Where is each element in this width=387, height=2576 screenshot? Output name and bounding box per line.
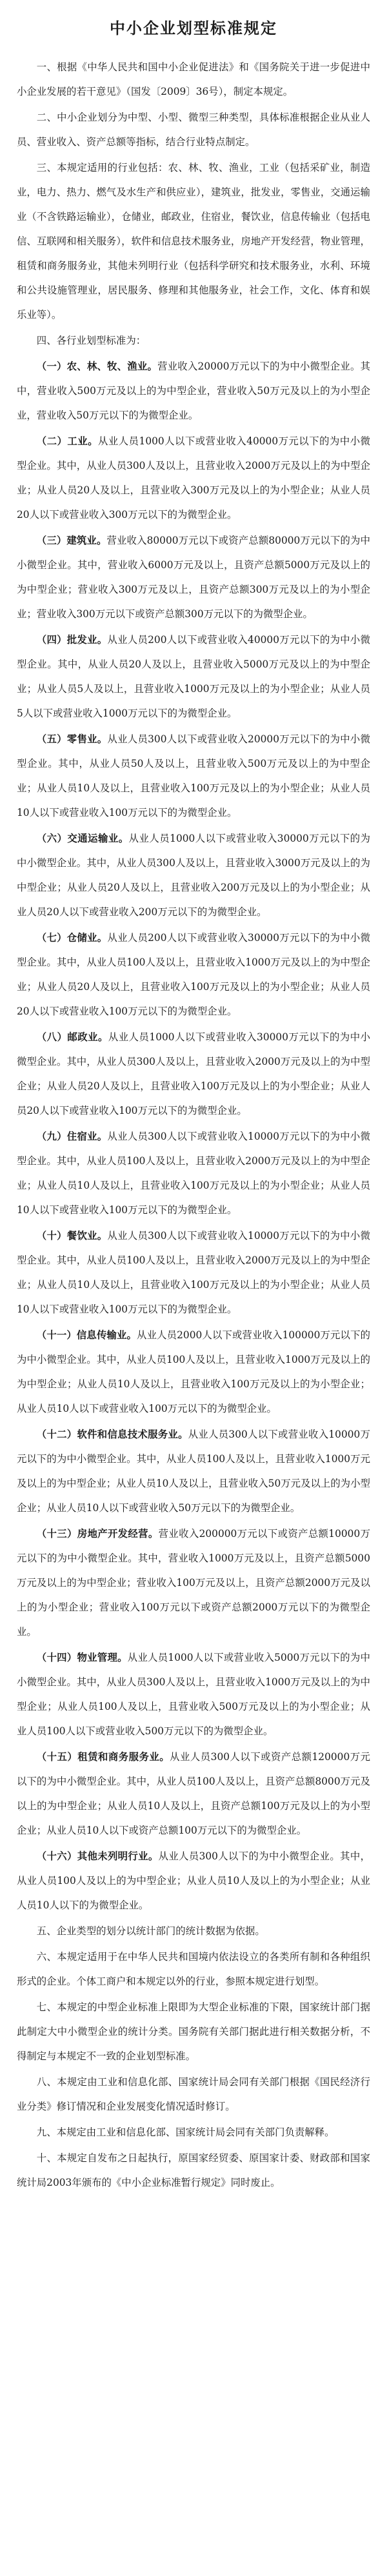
- industry-warehousing: [17, 926, 370, 1024]
- industry-construction: [17, 528, 370, 626]
- industry-text: 从业人员300人以下的为中小微型企业。其中，从业人员100人及以上的为中型企业；从业人员10人及以上的为小型企业；从业人员10人以下的为微型企业。: [17, 1850, 370, 1911]
- industry-text: 从业人员300人以下或营业收入10000万元以下的为中小微型企业。其中，从业人员100人及以上，且营业收入2000万元及以上的为中型企业；从业人员10人及以上，且营业收入100万元及以上的为小型企业；从业人员10人以下或营业收入100万元以下的为微型企业。: [17, 1131, 370, 1216]
- paragraph-text: 五、企业类型的划分以统计部门的统计数据为依据。: [36, 1925, 265, 1937]
- industry-heading: （七）仓储业。: [36, 932, 108, 944]
- industry-text: 从业人员300人以下或资产总额120000万元以下的为中小微型企业。其中，从业人员100人及以上，且资产总额8000万元及以上的为中型企业；从业人员10人及以上，且资产总额100万元及以上的为小型企业；从业人员10人以下或资产总额100万元以下的为微型企业。: [17, 1751, 370, 1836]
- industry-other: [17, 1844, 370, 1917]
- industry-text: 营业收入80000万元以下或资产总额80000万元以下的为中小微型企业。其中，营业收入6000万元及以上，且资产总额5000万元及以上的为中型企业；营业收入300万元及以上，且资产总额300万元及以上的为小型企业；营业收入300万元以下或资产总额300万元以下的为微型企业。: [17, 535, 370, 620]
- industry-text: 从业人员1000人以下或营业收入30000万元以下的为中小微型企业。其中，从业人员300人及以上，且营业收入2000万元及以上的为中型企业；从业人员20人及以上，且营业收入100万元及以上的为小型企业；从业人员20人以下或营业收入100万元以下的为微型企业。: [17, 1031, 370, 1116]
- industry-accommodation: [17, 1124, 370, 1222]
- industry-text: 从业人员2000人以下或营业收入100000万元以下的为中小微型企业。其中，从业人员100人及以上，且营业收入1000万元及以上的为中型企业；从业人员10人及以上，且营业收入100万元及以上的为小型企业；从业人员10人以下或营业收入100万元以下的为微型企业。: [17, 1329, 370, 1414]
- paragraph-1: [17, 55, 370, 104]
- paragraph-text: 六、本规定适用于在中华人民共和国境内依法设立的各类所有制和各种组织形式的企业。个体工商户和本规定以外的行业，参照本规定进行划型。: [17, 1951, 370, 1987]
- industry-text: 从业人员200人以下或营业收入30000万元以下的为中小微型企业。其中，从业人员100人及以上，且营业收入1000万元及以上的为中型企业；从业人员20人及以上，且营业收入100万元及以上的为小型企业；从业人员20人以下或营业收入100万元以下的为微型企业。: [17, 932, 370, 1017]
- industry-heading: （十）餐饮业。: [36, 1230, 108, 1242]
- industry-heading: （二）工业。: [36, 435, 99, 447]
- industry-heading: （十一）信息传输业。: [36, 1329, 137, 1341]
- paragraph-8: [17, 2070, 370, 2119]
- industry-heading: （九）住宿业。: [36, 1131, 108, 1142]
- paragraph-2: [17, 105, 370, 154]
- paragraph-10: [17, 2146, 370, 2195]
- paragraph-7: [17, 1995, 370, 2068]
- industry-leasing: [17, 1745, 370, 1843]
- paragraph-9: [17, 2120, 370, 2145]
- industry-software: [17, 1422, 370, 1520]
- industry-heading: （十六）其他未列明行业。: [36, 1850, 159, 1862]
- industry-agriculture: [17, 354, 370, 428]
- paragraph-text: 三、本规定适用的行业包括：农、林、牧、渔业，工业（包括采矿业，制造业，电力、热力、燃气及水生产和供应业），建筑业，批发业，零售业，交通运输业（不含铁路运输业），仓储业，邮政业，住宿业，餐饮业，信息传输业（包括电信、互联网和相关服务），软件和信息技术服务业，房地产开发经营，物业管理，租赁和商务服务业，其他未列明行业（包括科学研究和技术服务业，水利、环境和公共设施管理业，居民服务、修理和其他服务业，社会工作，文化、体育和娱乐业等）。: [17, 162, 370, 321]
- industry-wholesale: [17, 628, 370, 726]
- industry-postal: [17, 1025, 370, 1123]
- industry-heading: （六）交通运输业。: [36, 833, 129, 844]
- paragraph-text: 八、本规定由工业和信息化部、国家统计局会同有关部门根据《国民经济行业分类》修订情况和企业发展变化情况适时修订。: [17, 2076, 370, 2112]
- paragraph-3: [17, 155, 370, 327]
- industry-heading: （十二）软件和信息技术服务业。: [36, 1429, 188, 1440]
- industry-information-transmission: [17, 1323, 370, 1421]
- paragraph-text: 一、根据《中华人民共和国中小企业促进法》和《国务院关于进一步促进中小企业发展的若干意见》（国发〔2009〕36号），制定本规定。: [17, 61, 370, 97]
- industry-text: 从业人员1000人以下或营业收入40000万元以下的为中小微型企业。其中，从业人员300人及以上，且营业收入2000万元及以上的为中型企业；从业人员20人及以上，且营业收入300万元及以上的为小型企业；从业人员20人以下或营业收入300万元以下的为微型企业。: [17, 435, 370, 520]
- industry-heading: （五）零售业。: [36, 733, 108, 745]
- industry-heading: （一）农、林、牧、渔业。: [36, 361, 158, 372]
- industry-transport: [17, 826, 370, 924]
- industry-manufacturing: [17, 429, 370, 527]
- industry-catering: [17, 1224, 370, 1322]
- industry-heading: （八）邮政业。: [36, 1031, 108, 1043]
- industry-text: 从业人员200人以下或营业收入40000万元以下的为中小微型企业。其中，从业人员20人及以上，且营业收入5000万元及以上的为中型企业；从业人员5人及以上，且营业收入1000万元及以上的为小型企业；从业人员5人以下或营业收入1000万元以下的为微型企业。: [17, 634, 370, 719]
- industry-text: 营业收入200000万元以下或资产总额10000万元以下的为中小微型企业。其中，营业收入1000万元及以上，且资产总额5000万元及以上的为中型企业；营业收入100万元及以上，且资产总额2000万元及以上的为小型企业；营业收入100万元以下或资产总额2000万元以下的为微型企业。: [17, 1528, 370, 1638]
- industry-property-management: [17, 1645, 370, 1743]
- industry-retail: [17, 727, 370, 825]
- industry-heading: （四）批发业。: [36, 634, 108, 646]
- paragraph-5: [17, 1919, 370, 1943]
- industry-real-estate: [17, 1521, 370, 1644]
- industry-heading: （十四）物业管理。: [36, 1652, 128, 1663]
- industry-text: 从业人员1000人以下或营业收入30000万元以下的为中小微型企业。其中，从业人员300人及以上，且营业收入3000万元及以上的为中型企业；从业人员20人及以上，且营业收入200万元及以上的为小型企业；从业人员20人以下或营业收入200万元以下的为微型企业。: [17, 833, 370, 918]
- industry-text: 营业收入20000万元以下的为中小微型企业。其中，营业收入500万元及以上的为中型企业，营业收入50万元及以上的为小型企业，营业收入50万元以下的为微型企业。: [17, 361, 370, 421]
- industry-text: 从业人员300人以下或营业收入10000万元以下的为中小微型企业。其中，从业人员100人及以上，且营业收入1000万元及以上的为中型企业；从业人员10人及以上，且营业收入50万元及以上的为小型企业；从业人员10人以下或营业收入50万元以下的为微型企业。: [17, 1429, 370, 1514]
- industry-heading: （十三）房地产开发经营。: [36, 1528, 159, 1540]
- industry-heading: （三）建筑业。: [36, 535, 107, 546]
- paragraph-text: 九、本规定由工业和信息化部、国家统计局会同有关部门负责解释。: [36, 2126, 335, 2138]
- industry-text: 从业人员300人以下或营业收入10000万元以下的为中小微型企业。其中，从业人员100人及以上，且营业收入2000万元及以上的为中型企业；从业人员10人及以上，且营业收入100万元及以上的为小型企业；从业人员10人以下或营业收入100万元以下的为微型企业。: [17, 1230, 370, 1315]
- industry-text: 从业人员300人以下或营业收入20000万元以下的为中小微型企业。其中，从业人员50人及以上，且营业收入500万元及以上的为中型企业；从业人员10人及以上，且营业收入100万元及以上的为小型企业；从业人员10人以下或营业收入100万元以下的为微型企业。: [17, 733, 370, 818]
- document-title: 中小企业划型标准规定: [110, 19, 277, 37]
- paragraph-text: 十、本规定自发布之日起执行，原国家经贸委、原国家计委、财政部和国家统计局2003年颁布的《中小企业标准暂行规定》同时废止。: [17, 2152, 370, 2188]
- paragraph-text: 四、各行业划型标准为：: [36, 335, 146, 346]
- paragraph-text: 七、本规定的中型企业标准上限即为大型企业标准的下限，国家统计部门据此制定大中小微型企业的统计分类。国务院有关部门据此进行相关数据分析，不得制定与本规定不一致的企业划型标准。: [17, 2001, 370, 2062]
- paragraph-text: 二、中小企业划分为中型、小型、微型三种类型，具体标准根据企业从业人员、营业收入、资产总额等指标，结合行业特点制定。: [17, 112, 370, 148]
- industry-heading: （十五）租赁和商务服务业。: [36, 1751, 170, 1763]
- paragraph-6: [17, 1945, 370, 1994]
- paragraph-4: [17, 328, 370, 353]
- industry-text: 从业人员1000人以下或营业收入5000万元以下的为中小微型企业。其中，从业人员300人及以上，且营业收入1000万元及以上的为中型企业；从业人员100人及以上，且营业收入500万元及以上的为小型企业；从业人员100人以下或营业收入500万元以下的为微型企业。: [17, 1652, 370, 1737]
